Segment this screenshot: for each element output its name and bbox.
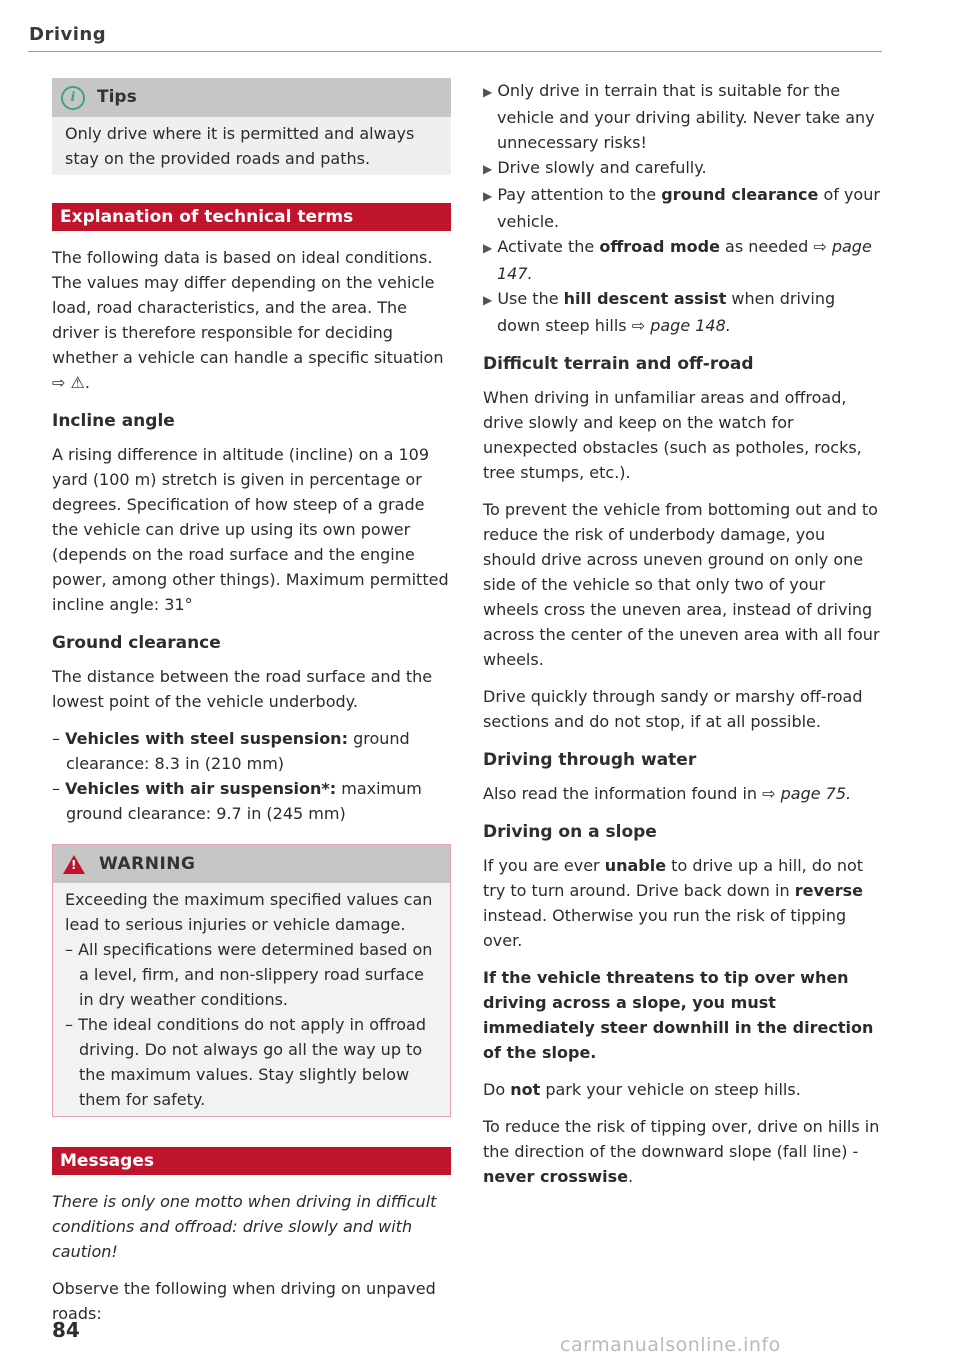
warning-triangle-icon — [63, 855, 85, 874]
arrow-bullet-icon: ▶ — [483, 241, 493, 255]
watermark: carmanualsonline.info — [560, 1334, 781, 1356]
water-text — [483, 781, 883, 806]
bullet-text: when driving down steep hills — [497, 289, 836, 335]
text-bold: not — [510, 1080, 541, 1099]
bullet-text: Pay attention to the — [497, 185, 662, 204]
bullet-item — [483, 155, 883, 182]
explanation-intro: The following data is based on ideal conditions. The values may differ depending on the vehicle load, road characteristics, and the area. The driver is therefore responsible for deciding whether a vehicle can handle a specific situation ⇨ ⚠. — [52, 248, 444, 392]
text-bold: never crosswise — [483, 1167, 629, 1186]
warning-item: – All specifications were determined based on a level, firm, and non-slippery road surface in dry weather conditions. — [65, 940, 433, 1009]
water-text-prefix: Also read the information found in — [483, 784, 763, 803]
section-title-explanation: Explanation of technical terms — [52, 203, 451, 231]
tips-text: Only drive where it is permitted and always stay on the provided roads and paths. — [65, 124, 415, 168]
bullet-text: Only drive in terrain that is suitable for the vehicle and your driving ability. Never take any unnecessary risks! — [497, 81, 875, 152]
warning-item: – The ideal conditions do not apply in offroad driving. Do not always go all the way up to the maximum values. Stay slightly below them for safety. — [65, 1015, 427, 1109]
text-bold: If the vehicle threatens to tip over when driving across a slope, you must immediately steer downhill in the direction of the slope. — [483, 968, 874, 1062]
slope-bold-text — [483, 965, 883, 1065]
bullet-item — [483, 234, 883, 286]
info-icon: i — [61, 86, 85, 110]
right-column — [483, 78, 883, 1201]
text-run: instead. Otherwise you run the risk of tipping over. — [483, 906, 847, 950]
text-run: To reduce the risk of tipping over, drive on hills in the direction of the downward slope (fall line) - — [483, 1117, 880, 1161]
arrow-bullet-icon: ▶ — [483, 293, 493, 307]
steel-value: ground clearance: 8.3 in (210 mm) — [66, 729, 410, 773]
heading-driving-on-slope: Driving on a slope — [483, 822, 657, 842]
text-run: Do — [483, 1080, 511, 1099]
text-bold: reverse — [794, 881, 863, 900]
bullet-text: as needed — [719, 237, 809, 256]
text-run: park your vehicle on steep hills. — [540, 1080, 801, 1099]
page-reference-link[interactable]: ⇨ page 147. — [497, 237, 872, 283]
bullet-item — [483, 182, 883, 234]
arrow-bullet-icon: ▶ — [483, 189, 493, 203]
tips-box — [52, 78, 451, 175]
page-number: 84 — [52, 1318, 80, 1342]
text-run: If you are ever — [483, 856, 605, 875]
steel-label: Vehicles with steel suspension: — [65, 729, 348, 748]
list-item-air: – Vehicles with air suspension*: maximum ground clearance: 9.7 in (245 mm) — [52, 779, 422, 823]
warning-header — [53, 845, 450, 883]
messages-observe: Observe the following when driving on unpaved roads: — [52, 1279, 436, 1323]
list-item-steel: – Vehicles with steel suspension: ground clearance: 8.3 in (210 mm) — [52, 729, 410, 773]
bullet-text: of your vehicle. — [497, 185, 880, 231]
warning-item-text: The ideal conditions do not apply in offroad driving. Do not always go all the way up to the maximum values. Stay slightly below them for safety. — [78, 1015, 427, 1109]
left-column — [52, 78, 451, 1338]
slope-text — [483, 1114, 883, 1189]
incline-text: A rising difference in altitude (incline) on a 109 yard (100 m) stretch is given in percentage or degrees. Specification of how steep of a grade the vehicle can drive up using its own power (depends on the road surface and the engine power, among other things). Maximum permitted incline angle: 31° — [52, 445, 449, 614]
heading-ground-clearance: Ground clearance — [52, 633, 221, 653]
bullet-item — [483, 286, 883, 338]
heading-driving-through-water: Driving through water — [483, 750, 697, 770]
bullet-text: Drive slowly and carefully. — [497, 158, 707, 177]
messages-motto: There is only one motto when driving in difficult conditions and offroad: drive slowly and with caution! — [52, 1192, 437, 1261]
page-reference-link[interactable]: ⇨ page 148. — [631, 316, 731, 335]
bullet-bold: ground clearance — [661, 185, 819, 204]
warning-item-text: All specifications were determined based on a level, firm, and non-slippery road surface in dry weather conditions. — [78, 940, 433, 1009]
air-value: maximum ground clearance: 9.7 in (245 mm) — [66, 779, 422, 823]
bullet-text: Use the — [497, 289, 564, 308]
slope-text — [483, 853, 883, 953]
tips-title: Tips — [97, 87, 137, 107]
heading-incline-angle: Incline angle — [52, 411, 175, 431]
text-run: to drive up a hill, do not try to turn around. Drive back down in — [483, 856, 864, 900]
text-bold: unable — [604, 856, 667, 875]
warning-title: WARNING — [99, 853, 196, 874]
warning-body — [53, 883, 450, 1116]
section-title-messages: Messages — [52, 1147, 451, 1175]
clearance-text: The distance between the road surface and the lowest point of the vehicle underbody. — [52, 667, 433, 711]
difficult-text: Drive quickly through sandy or marshy off-road sections and do not stop, if at all possible. — [483, 687, 863, 731]
difficult-text: To prevent the vehicle from bottoming out and to reduce the risk of underbody damage, you should drive across uneven ground on only one side of the vehicle so that only two of your wheels cross the uneven area, instead of driving across the center of the uneven area with all four wheels. — [483, 500, 880, 669]
arrow-bullet-icon: ▶ — [483, 85, 493, 99]
bullet-item — [483, 78, 883, 155]
air-label: Vehicles with air suspension*: — [65, 779, 337, 798]
warning-box — [52, 844, 451, 1117]
warning-intro: Exceeding the maximum specified values can lead to serious injuries or vehicle damage. — [65, 890, 433, 934]
bullet-text: Activate the — [497, 237, 600, 256]
bullet-bold: offroad mode — [599, 237, 720, 256]
slope-text — [483, 1077, 883, 1102]
tips-header — [52, 78, 451, 117]
text-run: . — [628, 1167, 634, 1186]
chapter-header: Driving — [29, 24, 107, 45]
arrow-bullet-icon: ▶ — [483, 162, 493, 176]
difficult-text: When driving in unfamiliar areas and offroad, drive slowly and keep on the watch for unexpected obstacles (such as potholes, rocks, tree stumps, etc.). — [483, 388, 862, 482]
header-divider — [28, 51, 882, 52]
page-reference-link[interactable]: ⇨ page 75. — [762, 784, 852, 803]
bullet-bold: hill descent assist — [563, 289, 727, 308]
heading-difficult-terrain: Difficult terrain and off-road — [483, 354, 754, 374]
